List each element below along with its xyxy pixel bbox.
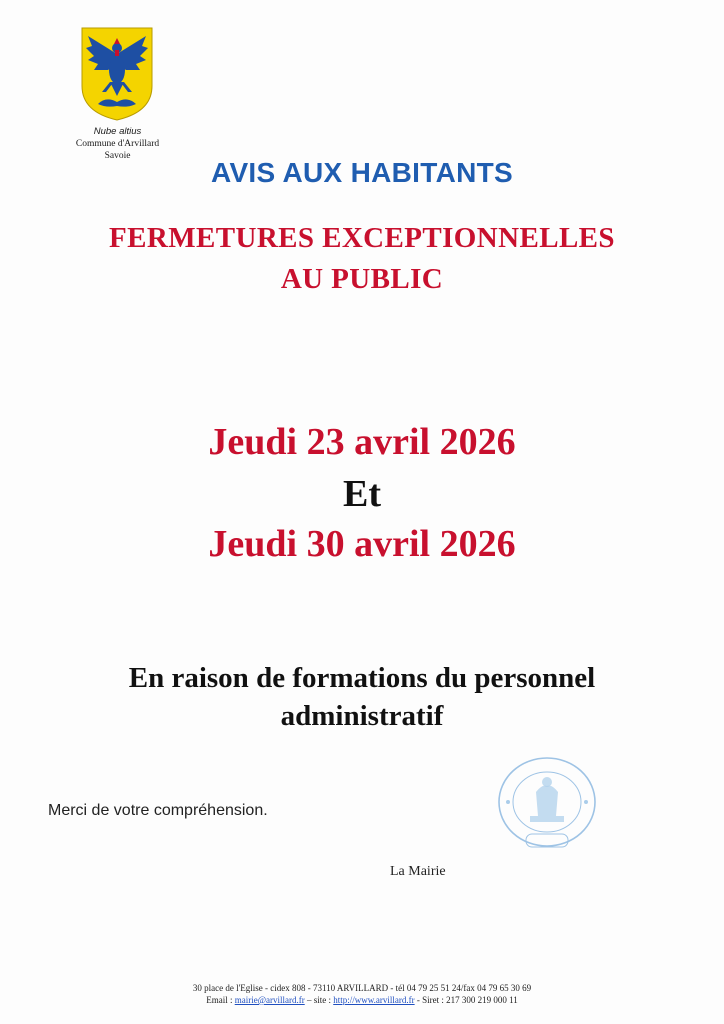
notice-heading: AVIS AUX HABITANTS xyxy=(211,157,513,188)
footer-contact xyxy=(0,994,724,1006)
website-link[interactable]: http://www.arvillard.fr xyxy=(333,995,415,1005)
commune-region: Savoie xyxy=(104,151,131,161)
coat-of-arms-icon xyxy=(80,26,154,122)
closure-reason-line1: En raison de formations du personnel xyxy=(128,662,596,694)
closure-date-1: Jeudi 23 avril 2026 xyxy=(208,421,516,463)
footer-address: 30 place de l'Eglise - cidex 808 - 73110 ARVILLARD - tél 04 79 25 51 24/fax 04 79 65 30 69 xyxy=(192,983,532,993)
email-link[interactable]: mairie@arvillard.fr xyxy=(234,995,305,1005)
commune-motto: Nube altius xyxy=(93,126,142,137)
closure-title-line2: AU PUBLIC xyxy=(280,263,444,295)
site-label: – site : xyxy=(304,995,334,1005)
email-label: Email : xyxy=(206,995,235,1005)
siret-number: - Siret : 217 300 219 000 11 xyxy=(414,995,518,1005)
closure-reason-line2: administratif xyxy=(280,700,444,732)
date-conjunction: Et xyxy=(343,473,381,515)
commune-name: Commune d'Arvillard xyxy=(75,139,160,149)
closure-date-2: Jeudi 30 avril 2026 xyxy=(208,523,516,565)
thanks-note: Merci de votre compréhension. xyxy=(48,802,268,819)
official-seal-icon xyxy=(496,756,598,852)
closure-title-line1: FERMETURES EXCEPTIONNELLES xyxy=(109,222,615,254)
signature: La Mairie xyxy=(390,864,446,879)
